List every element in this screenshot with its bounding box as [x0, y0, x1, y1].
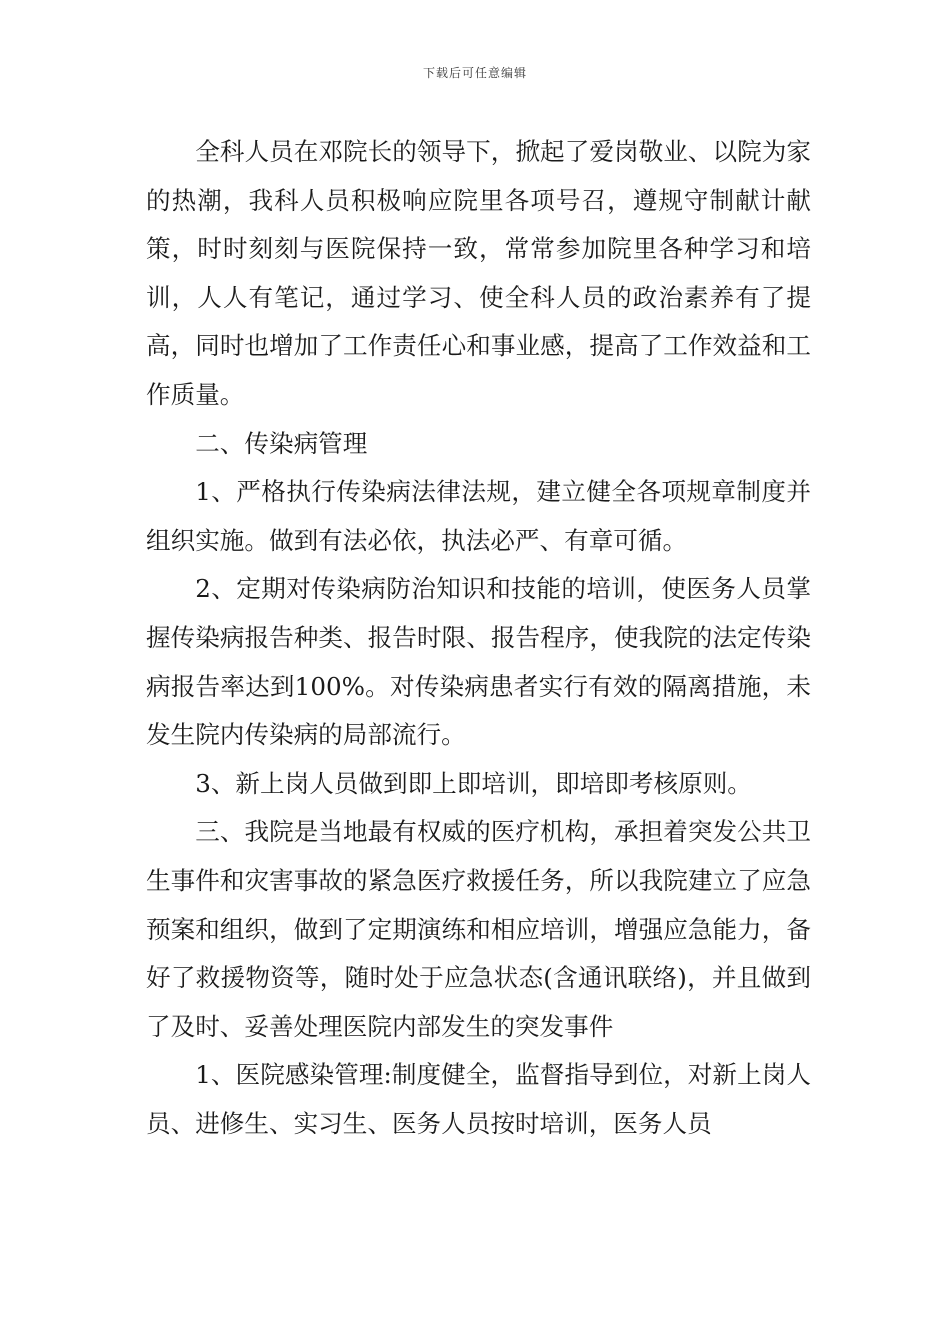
document-body [146, 128, 811, 1148]
paragraph-section-3-emergency: 三、我院是当地最有权威的医疗机构，承担着突发公共卫生事件和灾害事故的紧急医疗救援任务，所以我院建立了应急预案和组织，做到了定期演练和相应培训，增强应急能力，备好了救援物资等，随时处于应急状态(含通讯联络)，并且做到了及时、妥善处理医院内部发生的突发事件 [146, 817, 811, 1041]
paragraph-item-3-new-staff: 3、新上岗人员做到即上即培训，即培即考核原则。 [195, 768, 752, 798]
header-note: 下载后可任意编辑 [422, 66, 527, 80]
paragraph-item-1-infection-control: 1、医院感染管理:制度健全，监督指导到位，对新上岗人员、进修生、实习生、医务人员按时培训，医务人员 [146, 1060, 811, 1138]
paragraph-item-1-regulations: 1、严格执行传染病法律法规，建立健全各项规章制度并组织实施。做到有法必依，执法必严、有章可循。 [146, 477, 811, 555]
section-heading-infectious-disease: 二、传染病管理 [195, 428, 368, 458]
paragraph-staff-study: 全科人员在邓院长的领导下，掀起了爱岗敬业、以院为家的热潮，我科人员积极响应院里各项号召，遵规守制献计献策，时时刻刻与医院保持一致，常常参加院里各种学习和培训，人人有笔记，通过学习、使全科人员的政治素养有了提高，同时也增加了工作责任心和事业感，提高了工作效益和工作质量。 [146, 137, 811, 409]
paragraph-item-2-training: 2、定期对传染病防治知识和技能的培训，使医务人员掌握传染病报告种类、报告时限、报告程序，使我院的法定传染病报告率达到100%。对传染病患者实行有效的隔离措施，未发生院内传染病的局部流行。 [146, 574, 811, 750]
